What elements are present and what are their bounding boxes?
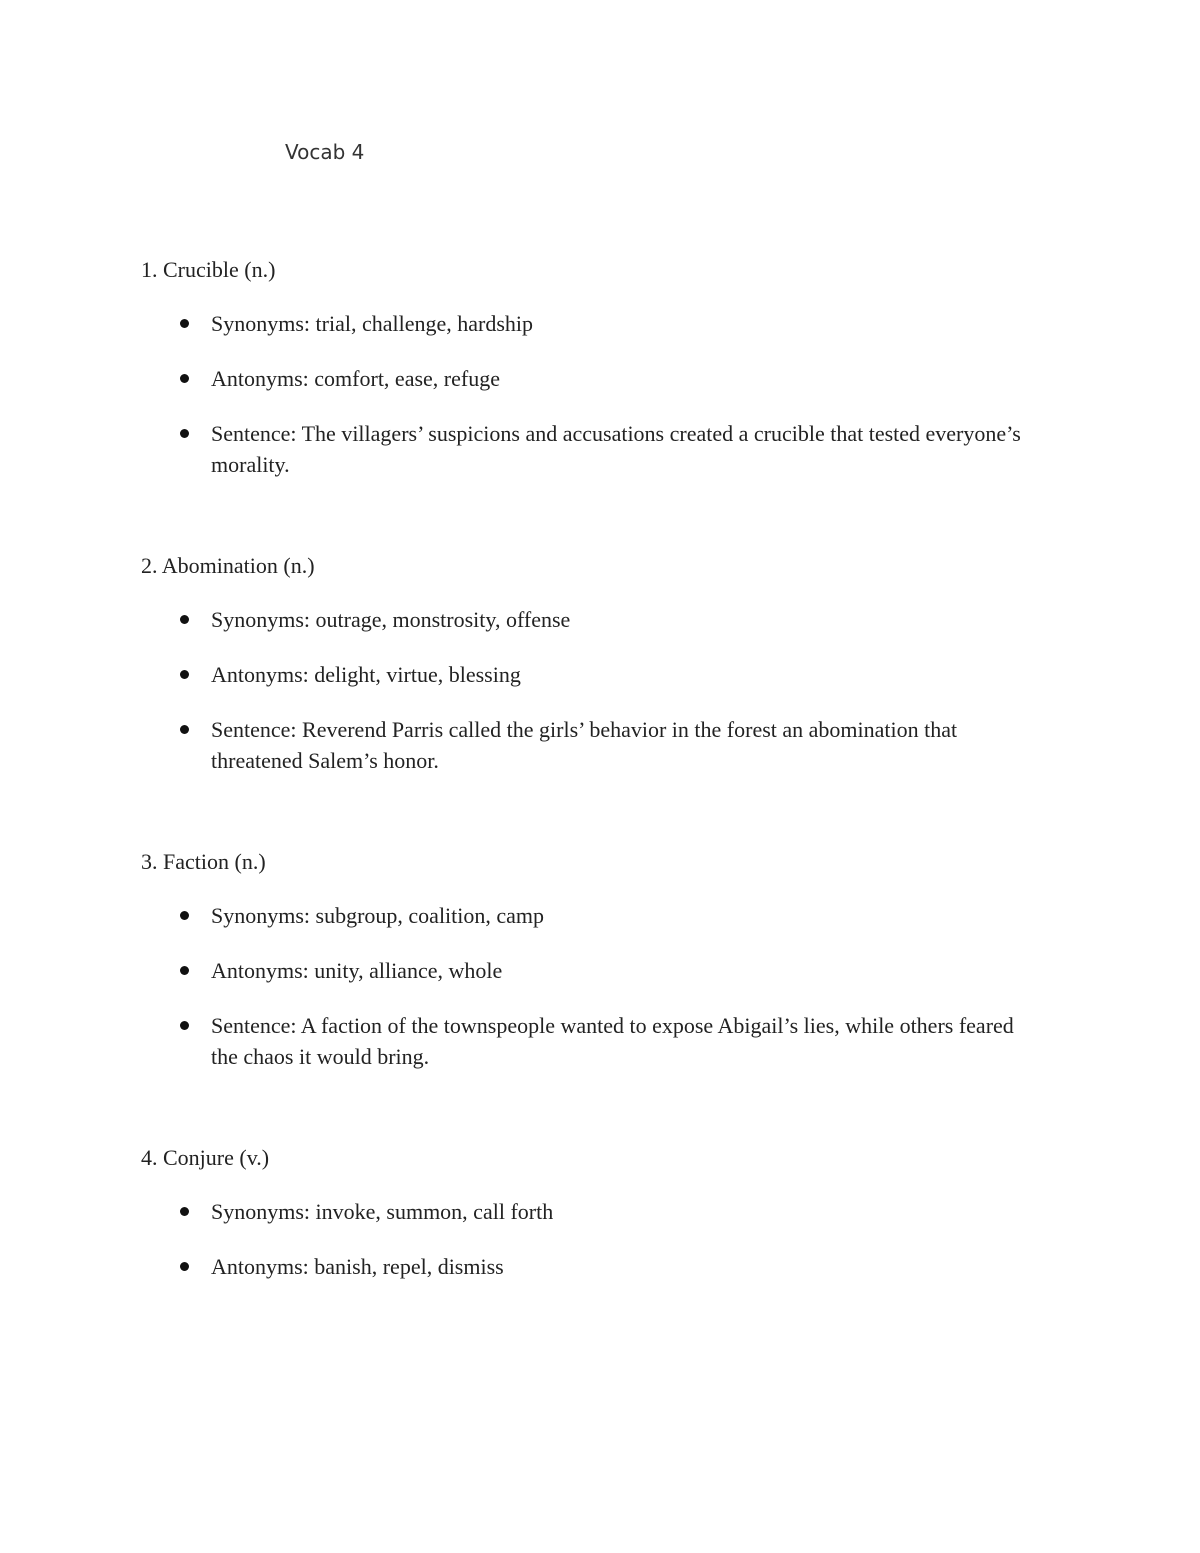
antonyms-text: Antonyms: delight, virtue, blessing bbox=[211, 662, 521, 687]
antonyms-text: Antonyms: banish, repel, dismiss bbox=[211, 1254, 504, 1279]
antonyms-item bbox=[141, 659, 1031, 690]
sentence-item bbox=[141, 1010, 1031, 1072]
synonyms-text: Synonyms: subgroup, coalition, camp bbox=[211, 903, 545, 928]
bullet-dot-icon bbox=[180, 1262, 189, 1271]
synonyms-text: Synonyms: outrage, monstrosity, offense bbox=[211, 607, 571, 632]
sentence-text: Sentence: The villagers’ suspicions and accusations created a crucible that tested everyone’s morality. bbox=[211, 421, 1021, 477]
entry-details-list bbox=[141, 1196, 1041, 1282]
vocab-entry-abomination bbox=[141, 550, 1041, 776]
bullet-dot-icon bbox=[180, 911, 189, 920]
antonyms-item bbox=[141, 955, 1031, 986]
sentence-text: Sentence: Reverend Parris called the girls’ behavior in the forest an abomination that threatened Salem’s honor. bbox=[211, 717, 958, 773]
bullet-dot-icon bbox=[180, 1021, 189, 1030]
bullet-dot-icon bbox=[180, 319, 189, 328]
bullet-dot-icon bbox=[180, 615, 189, 624]
synonyms-text: Synonyms: invoke, summon, call forth bbox=[211, 1199, 554, 1224]
document-title: Vocab 4 bbox=[285, 140, 365, 164]
entry-details-list bbox=[141, 604, 1041, 776]
antonyms-text: Antonyms: unity, alliance, whole bbox=[211, 958, 503, 983]
synonyms-text: Synonyms: trial, challenge, hardship bbox=[211, 311, 533, 336]
bullet-dot-icon bbox=[180, 374, 189, 383]
bullet-dot-icon bbox=[180, 725, 189, 734]
vocab-entry-crucible bbox=[141, 254, 1041, 480]
antonyms-text: Antonyms: comfort, ease, refuge bbox=[211, 366, 500, 391]
synonyms-item bbox=[141, 604, 1031, 635]
bullet-dot-icon bbox=[180, 670, 189, 679]
sentence-text: Sentence: A faction of the townspeople wanted to expose Abigail’s lies, while others feared the chaos it would bring. bbox=[211, 1013, 1014, 1069]
entry-details-list bbox=[141, 900, 1041, 1072]
bullet-dot-icon bbox=[180, 429, 189, 438]
bullet-dot-icon bbox=[180, 1207, 189, 1216]
vocab-entry-faction bbox=[141, 846, 1041, 1072]
entry-heading: 4. Conjure (v.) bbox=[141, 1145, 270, 1170]
sentence-item bbox=[141, 418, 1031, 480]
synonyms-item bbox=[141, 308, 1031, 339]
antonyms-item bbox=[141, 1251, 1031, 1282]
entry-heading: 1. Crucible (n.) bbox=[141, 257, 276, 282]
vocab-entry-conjure bbox=[141, 1142, 1041, 1282]
synonyms-item bbox=[141, 900, 1031, 931]
bullet-dot-icon bbox=[180, 966, 189, 975]
antonyms-item bbox=[141, 363, 1031, 394]
synonyms-item bbox=[141, 1196, 1031, 1227]
entry-heading: 3. Faction (n.) bbox=[141, 849, 266, 874]
entry-details-list bbox=[141, 308, 1041, 480]
entry-heading: 2. Abomination (n.) bbox=[141, 553, 315, 578]
sentence-item bbox=[141, 714, 1031, 776]
